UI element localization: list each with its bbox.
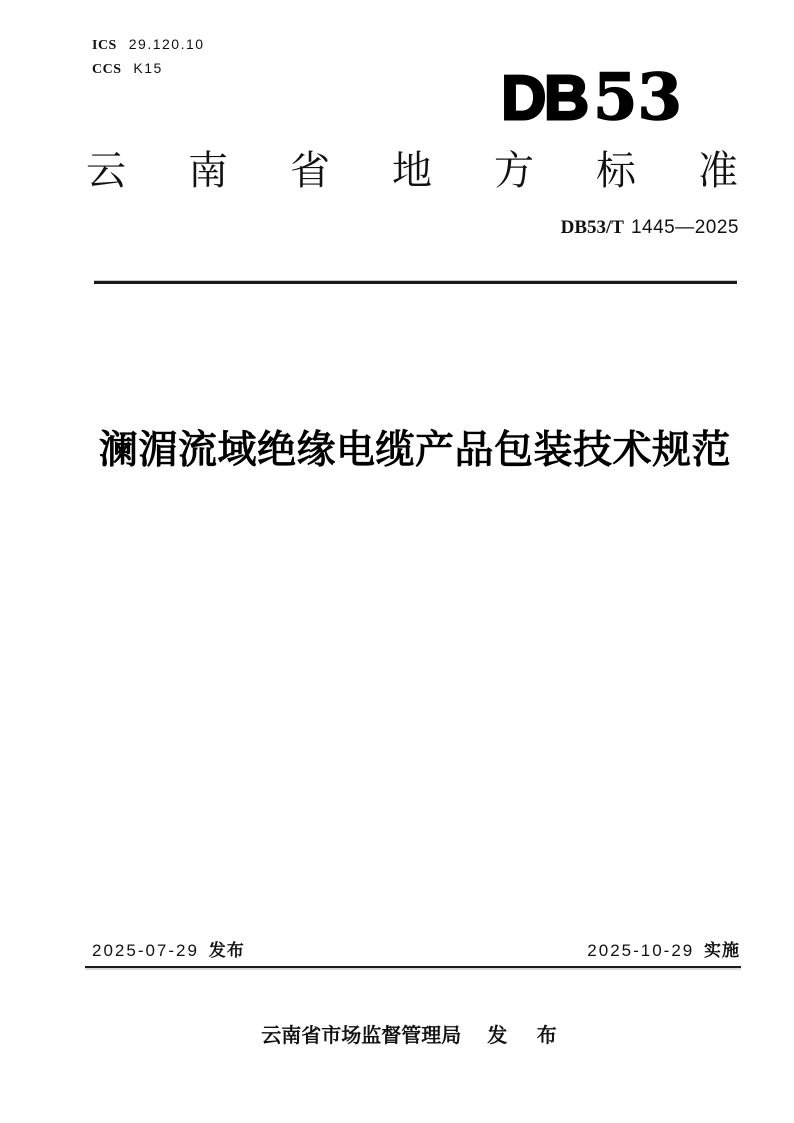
standard-code-prefix: DB53/T [560,217,624,238]
standard-code-number: 1445—2025 [630,217,739,238]
ics-line [92,33,205,57]
publisher-line [92,1022,738,1050]
ccs-label: CCS [92,62,122,77]
issue-date: 2025-07-29 [92,941,199,960]
standard-type-char: 标 [596,149,636,193]
issue-label: 发布 [208,941,245,960]
standard-code [561,217,739,239]
publisher-name: 云南省市场监督管理局 [261,1025,462,1047]
standard-type-char: 方 [494,149,534,193]
ccs-line [92,57,205,81]
standard-type-char: 省 [290,149,330,193]
classification-codes [92,33,205,81]
document-title: 澜湄流域绝缘电缆产品包装技术规范 [98,429,731,472]
ics-value: 29.120.10 [128,36,205,52]
ics-label: ICS [92,38,117,53]
standard-type-char: 云 [86,149,126,193]
db53-logo-number: 53 [592,60,682,135]
standard-type-char: 准 [698,149,738,193]
db53-logo [501,60,682,135]
issue-date-line [92,939,245,963]
implementation-label: 实施 [704,941,740,960]
ccs-value: K15 [133,60,163,76]
db53-logo-db: DB [501,64,587,133]
publish-label: 发 布 [487,1025,569,1047]
header-rule [94,280,737,284]
implementation-date: 2025-10-29 [587,941,695,960]
dates-row [92,939,740,963]
implementation-date-line [587,939,740,963]
standard-type-char: 南 [188,149,228,193]
standard-type-char: 地 [392,149,432,193]
footer-rule [85,966,741,968]
standard-type-heading [86,149,738,193]
